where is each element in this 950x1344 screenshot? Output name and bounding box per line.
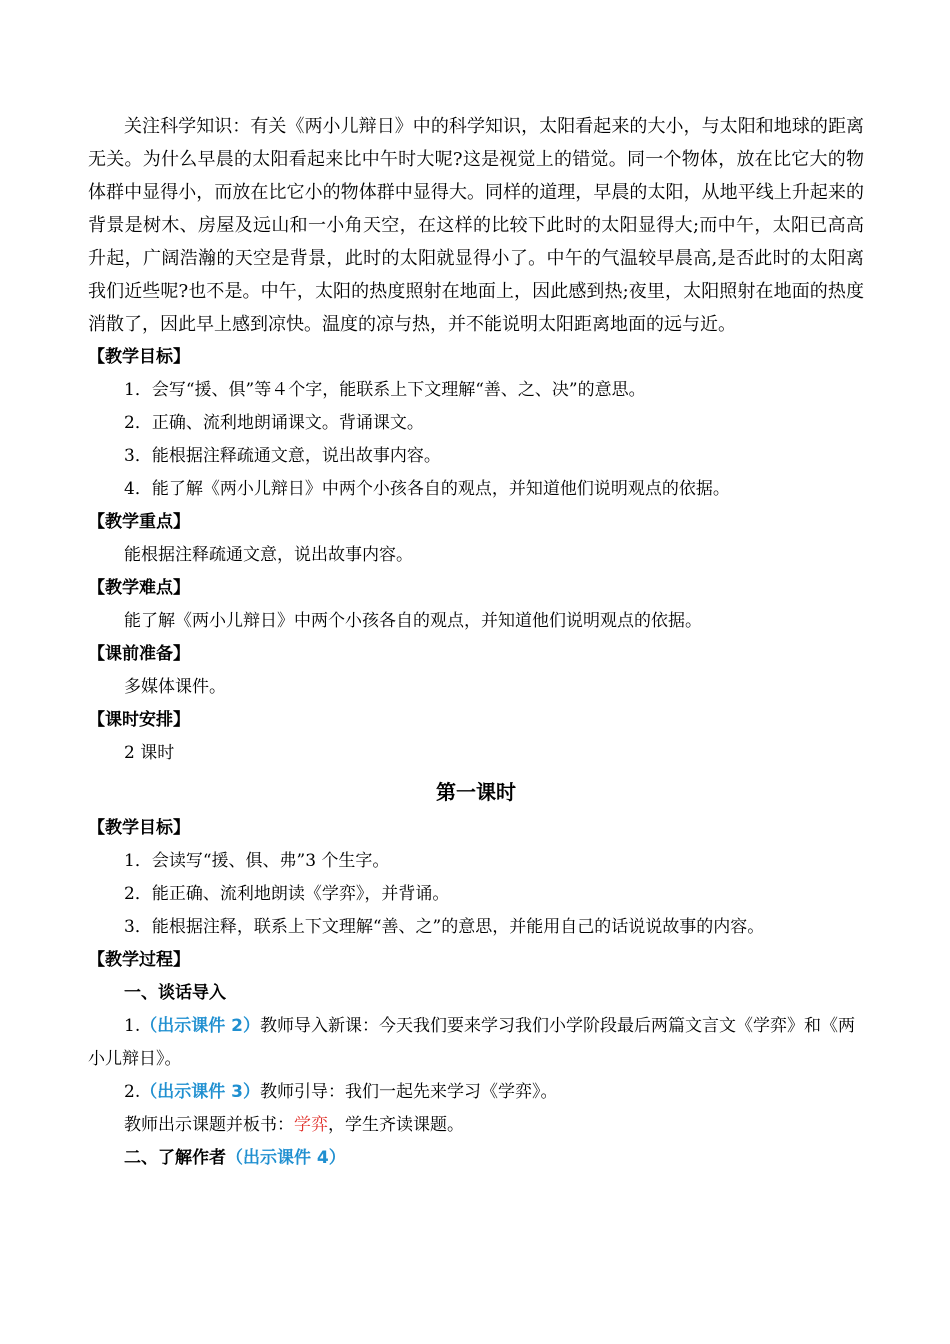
process-heading: 【教学过程】 — [88, 950, 190, 970]
step-2-number: 2. — [124, 1082, 141, 1102]
preparation-text: 多媒体课件。 — [124, 677, 226, 697]
step-3 — [88, 1109, 864, 1142]
step-2 — [88, 1076, 864, 1109]
intro-paragraph: 关注科学知识：有关《两小儿辩日》中的科学知识，太阳看起来的大小，与太阳和地球的距离无关。为什么早晨的太阳看起来比中午时大呢?这是视觉上的错觉。同一个物体，放在比它大的物体群中显得小，而放在比它小的物体群中显得大。同样的道理，早晨的太阳，从地平线上升起来的背景是树木、房屋及远山和一小角天空，在这样的比较下此时的太阳显得大;而中午，太阳已高高升起，广阔浩瀚的天空是背景，此时的太阳就显得小了。中午的气温较早晨高,是否此时的太阳离我们近些呢?也不是。中午，太阳的热度照射在地面上，因此感到热;夜里，太阳照射在地面的热度消散了，因此早上感到凉快。温度的凉与热，并不能说明太阳距离地面的远与近。 — [88, 116, 864, 335]
goal-item: 3．能根据注释疏通文意，说出故事内容。 — [124, 446, 441, 466]
key-points-heading: 【教学重点】 — [88, 512, 190, 532]
step-1-text: 教师导入新课：今天我们要来学习我们小学阶段最后两篇文言文《学弈》和《两小儿辩日》。 — [88, 1016, 855, 1069]
difficulties-heading: 【教学难点】 — [88, 578, 190, 598]
lesson-goal-item: 1．会读写“援、俱、弗”3 个生字。 — [124, 851, 390, 871]
schedule-text: 2 课时 — [124, 743, 175, 763]
goal-item: 4．能了解《两小儿辩日》中两个小孩各自的观点，并知道他们说明观点的依据。 — [124, 479, 730, 499]
step-1 — [88, 1010, 864, 1076]
section-author — [88, 1142, 864, 1175]
step-2-text: 教师引导：我们一起先来学习《学弈》。 — [259, 1082, 558, 1102]
section-author-title: 二、了解作者 — [124, 1148, 226, 1168]
key-points-text: 能根据注释疏通文意，说出故事内容。 — [124, 545, 413, 565]
preparation-heading: 【课前准备】 — [88, 644, 190, 664]
courseware-tag: （出示课件 2） — [140, 1016, 260, 1036]
lesson-goal-item: 2．能正确、流利地朗读《学弈》，并背诵。 — [124, 884, 450, 904]
courseware-tag: （出示课件 3） — [140, 1082, 260, 1102]
lesson-goal-item: 3．能根据注释，联系上下文理解“善、之”的意思，并能用自己的话说说故事的内容。 — [124, 917, 765, 937]
goal-item: 1．会写“援、俱”等４个字，能联系上下文理解“善、之、决”的意思。 — [124, 380, 646, 400]
schedule-heading: 【课时安排】 — [88, 710, 190, 730]
section-intro-talk: 一、谈话导入 — [124, 983, 226, 1003]
goals-heading: 【教学目标】 — [88, 347, 190, 367]
lesson-goals-heading: 【教学目标】 — [88, 818, 190, 838]
step-3-prefix: 教师出示课题并板书： — [124, 1115, 294, 1135]
step-1-number: 1. — [124, 1016, 141, 1036]
lesson-title: 第一课时 — [436, 780, 516, 804]
difficulties-text: 能了解《两小儿辩日》中两个小孩各自的观点，并知道他们说明观点的依据。 — [124, 611, 702, 631]
goal-item: 2．正确、流利地朗诵课文。背诵课文。 — [124, 413, 424, 433]
board-title: 学弈 — [294, 1115, 328, 1135]
step-3-suffix: ，学生齐读课题。 — [328, 1115, 464, 1135]
courseware-tag: （出示课件 4） — [226, 1148, 346, 1168]
document-page — [88, 110, 864, 1175]
